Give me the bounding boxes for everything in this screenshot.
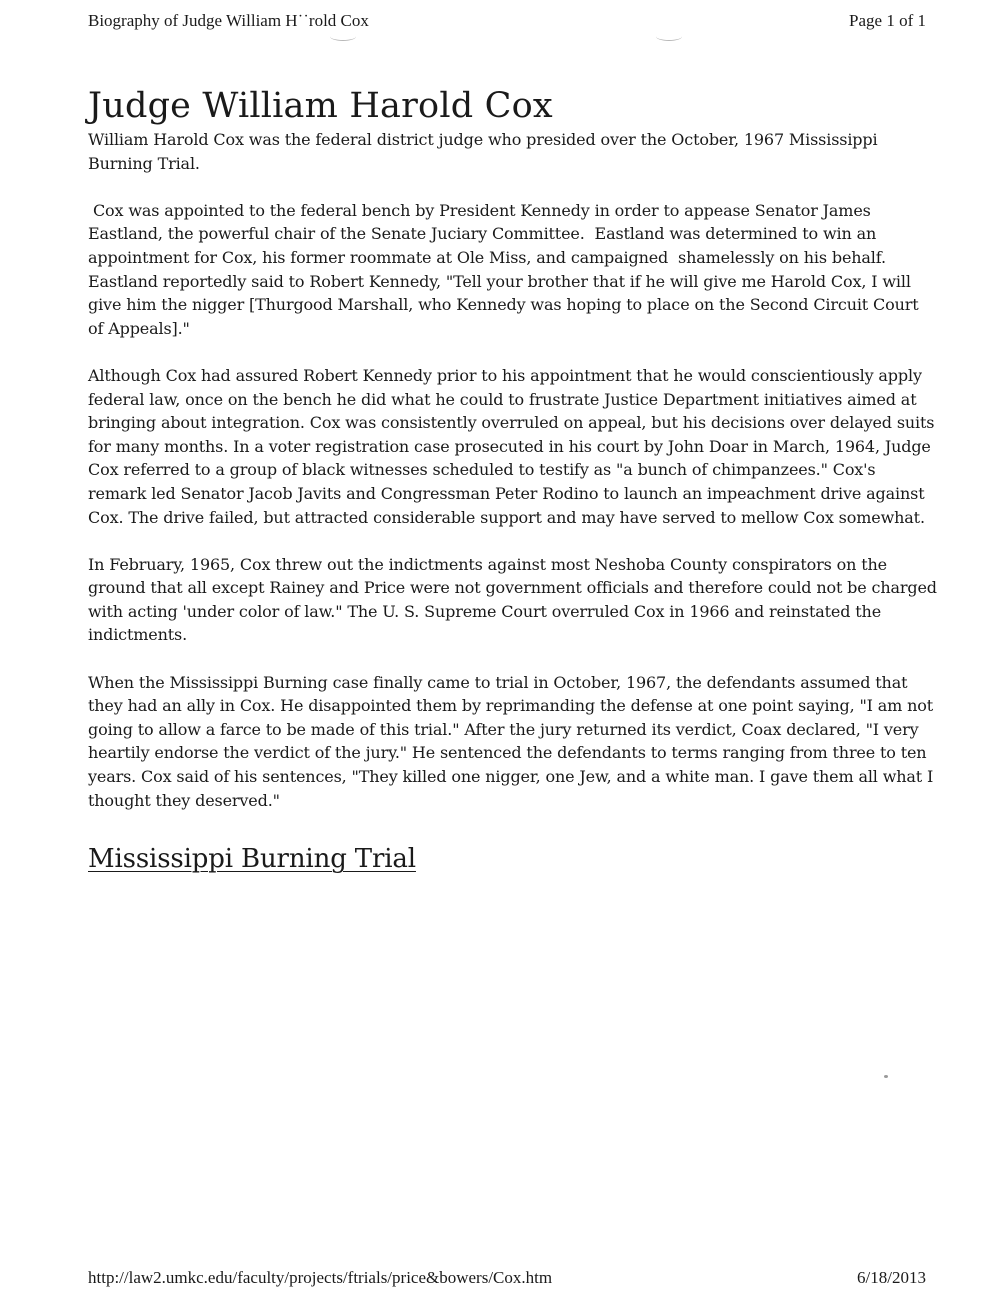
- intro-paragraph: William Harold Cox was the federal district judge who presided over the October, 1967 Mississippi Burning Trial.: [88, 130, 878, 173]
- scan-artifact-mark: [330, 32, 356, 41]
- page-number: Page 1 of 1: [849, 11, 926, 30]
- footer-url: http://law2.umkc.edu/faculty/projects/ftrials/price&bowers/Cox.htm: [88, 1268, 553, 1287]
- footer-date: 6/18/2013: [857, 1268, 926, 1287]
- mississippi-burning-trial-link[interactable]: Mississippi Burning Trial: [88, 843, 416, 874]
- paragraph-trial: When the Mississippi Burning case finally came to trial in October, 1967, the defendants assumed that they had an ally in Cox. He disappointed them by reprimanding the defense at one point saying, "I am not going to allow a farce to be made of this trial." After the jury returned its verdict, Coax declared, "I very heartily endorse the verdict of the jury." He sentenced the defendants to terms ranging from three to ten years. Cox said of his sentences, "They killed one nigger, one Jew, and a white man. I gave them all what I thought they deserved.": [88, 672, 934, 810]
- page-title: Judge William Harold Cox: [88, 86, 553, 126]
- paragraph-appointment: Cox was appointed to the federal bench by President Kennedy in order to appease Senator James Eastland, the powerful chair of the Senate Juciary Committee. Eastland was determined to win an appointment for Cox, his former roommate at Ole Miss, and campaigned shamelessly on his behalf. Eastland reportedly said to Robert Kennedy, "Tell your brother that if he will give me Harold Cox, I will give him the nigger [Thurgood Marshall, who Kennedy was hoping to place on the Second Circuit Court of Appeals].": [88, 200, 924, 338]
- scan-artifact-mark: [656, 32, 682, 41]
- article-body: [88, 84, 938, 876]
- paragraph-indictments: In February, 1965, Cox threw out the indictments against most Neshoba County conspirators on the ground that all except Rainey and Price were not government officials and therefore could not be charged with acting 'under color of law." The U. S. Supreme Court overruled Cox in 1966 and reinstated the indictments.: [88, 554, 937, 645]
- scan-speck: [884, 1075, 888, 1078]
- paragraph-rulings: Although Cox had assured Robert Kennedy prior to his appointment that he would conscientiously apply federal law, once on the bench he did what he could to frustrate Justice Department initiatives aimed at bringing about integration. Cox was consistently overruled on appeal, but his decisions over delayed suits for many months. In a voter registration case prosecuted in his court by John Doar in March, 1964, Judge Cox referred to a group of black witnesses scheduled to testify as "a bunch of chimpanzees." Cox's remark led Senator Jacob Javits and Congressman Peter Rodino to launch an impeachment drive against Cox. The drive failed, but attracted considerable support and may have served to mellow Cox somewhat.: [88, 365, 935, 527]
- print-header-title: Biography of Judge William H˙˙rold Cox: [88, 11, 369, 30]
